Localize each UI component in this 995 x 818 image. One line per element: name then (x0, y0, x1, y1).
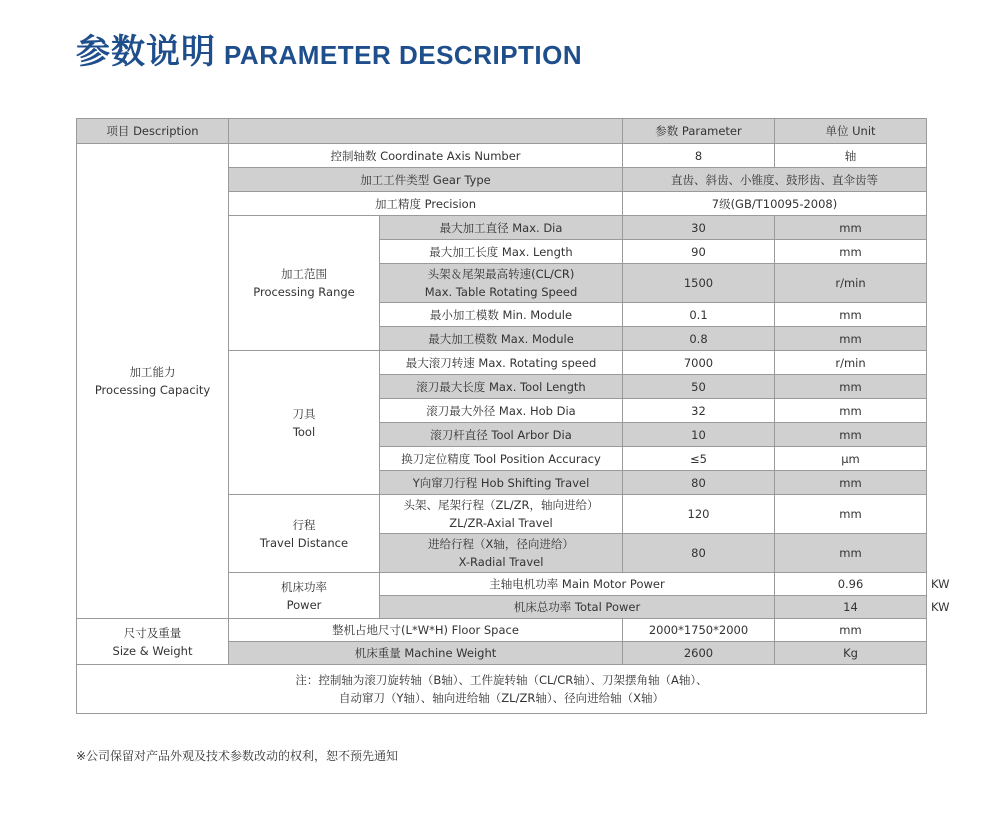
row-unit: mm (775, 471, 927, 495)
row-name: 控制轴数 Coordinate Axis Number (229, 144, 623, 168)
group-processing-capacity: 加工能力 Processing Capacity (77, 144, 229, 619)
row-name: Y向窜刀行程 Hob Shifting Travel (380, 471, 623, 495)
group-processing-range: 加工范围 Processing Range (229, 216, 380, 351)
row-unit: mm (775, 495, 927, 534)
row-value: 0.96 (775, 573, 927, 596)
row-unit: mm (775, 423, 927, 447)
row-value: 10 (623, 423, 775, 447)
table-row (77, 144, 927, 168)
header-unit: 单位 Unit (775, 119, 927, 144)
row-name: 最大加工模数 Max. Module (380, 327, 623, 351)
row-unit: mm (775, 240, 927, 264)
parameter-table (76, 118, 950, 714)
table-header-row (77, 119, 927, 144)
header-parameter: 参数 Parameter (623, 119, 775, 144)
row-value: 0.1 (623, 303, 775, 327)
row-value: 14 (775, 596, 927, 619)
title-english: PARAMETER DESCRIPTION (224, 40, 583, 70)
table-note: 注：控制轴为滚刀旋转轴（B轴）、工件旋转轴（CL/CR轴）、刀架摆角轴（A轴）、 自动窜刀（Y轴）、轴向进给轴（ZL/ZR轴）、径向进给轴（X轴） (77, 665, 927, 714)
row-value: 7000 (623, 351, 775, 375)
row-name: 机床重量 Machine Weight (229, 642, 623, 665)
row-unit: mm (775, 534, 927, 573)
row-value: 80 (623, 534, 775, 573)
row-unit: 轴 (775, 144, 927, 168)
row-value: 2000*1750*2000 (623, 619, 775, 642)
row-unit: r/min (775, 264, 927, 303)
row-value: 0.8 (623, 327, 775, 351)
row-value: ≤5 (623, 447, 775, 471)
group-size-weight: 尺寸及重量 Size & Weight (77, 619, 229, 665)
table-row (77, 619, 927, 642)
row-value: 32 (623, 399, 775, 423)
row-value: 120 (623, 495, 775, 534)
row-unit: mm (775, 399, 927, 423)
row-value: 2600 (623, 642, 775, 665)
row-unit: mm (775, 619, 927, 642)
row-value: 80 (623, 471, 775, 495)
disclaimer-footnote: ※公司保留对产品外观及技术参数改动的权利，恕不预先通知 (76, 749, 399, 763)
row-value: 50 (623, 375, 775, 399)
row-value: 7级(GB/T10095-2008) (623, 192, 927, 216)
row-unit: Kg (775, 642, 927, 665)
row-unit: μm (775, 447, 927, 471)
row-value: 30 (623, 216, 775, 240)
row-name: 滚刀杆直径 Tool Arbor Dia (380, 423, 623, 447)
row-name: 最大滚刀转速 Max. Rotating speed (380, 351, 623, 375)
group-tool: 刀具 Tool (229, 351, 380, 495)
row-name: 头架＆尾架最高转速(CL/CR) Max. Table Rotating Speed (380, 264, 623, 303)
title-chinese: 参数说明 (76, 32, 216, 72)
row-value: 90 (623, 240, 775, 264)
row-name: 进给行程（X轴，径向进给） X-Radial Travel (380, 534, 623, 573)
row-value: 直齿、斜齿、小锥度、鼓形齿、直伞齿等 (623, 168, 927, 192)
table-row: 机床总功率 Total Power 14 KW (77, 596, 927, 619)
header-blank (229, 119, 623, 144)
row-unit: r/min (775, 351, 927, 375)
row-name: 加工工件类型 Gear Type (229, 168, 623, 192)
group-power: 机床功率 Power (229, 573, 380, 619)
row-name: 最大加工直径 Max. Dia (380, 216, 623, 240)
row-name: 整机占地尺寸(L*W*H) Floor Space (229, 619, 623, 642)
table-note-row (77, 665, 927, 714)
page-title (76, 32, 582, 72)
row-name: 头架、尾架行程（ZL/ZR，轴向进给） ZL/ZR-Axial Travel (380, 495, 623, 534)
row-name: 滚刀最大外径 Max. Hob Dia (380, 399, 623, 423)
row-unit: mm (775, 303, 927, 327)
row-value: 1500 (623, 264, 775, 303)
row-name: 主轴电机功率 Main Motor Power (380, 573, 775, 596)
row-value: 8 (623, 144, 775, 168)
row-name: 换刀定位精度 Tool Position Accuracy (380, 447, 623, 471)
table-row: 机床功率 Power 主轴电机功率 Main Motor Power 0.96 KW (77, 573, 927, 596)
row-unit: mm (775, 327, 927, 351)
row-name: 最小加工模数 Min. Module (380, 303, 623, 327)
row-name: 最大加工长度 Max. Length (380, 240, 623, 264)
group-travel-distance: 行程 Travel Distance (229, 495, 380, 573)
row-name: 滚刀最大长度 Max. Tool Length (380, 375, 623, 399)
row-name: 加工精度 Precision (229, 192, 623, 216)
row-unit: mm (775, 375, 927, 399)
row-unit: mm (775, 216, 927, 240)
header-item: 项目 Description (77, 119, 229, 144)
row-name: 机床总功率 Total Power (380, 596, 775, 619)
